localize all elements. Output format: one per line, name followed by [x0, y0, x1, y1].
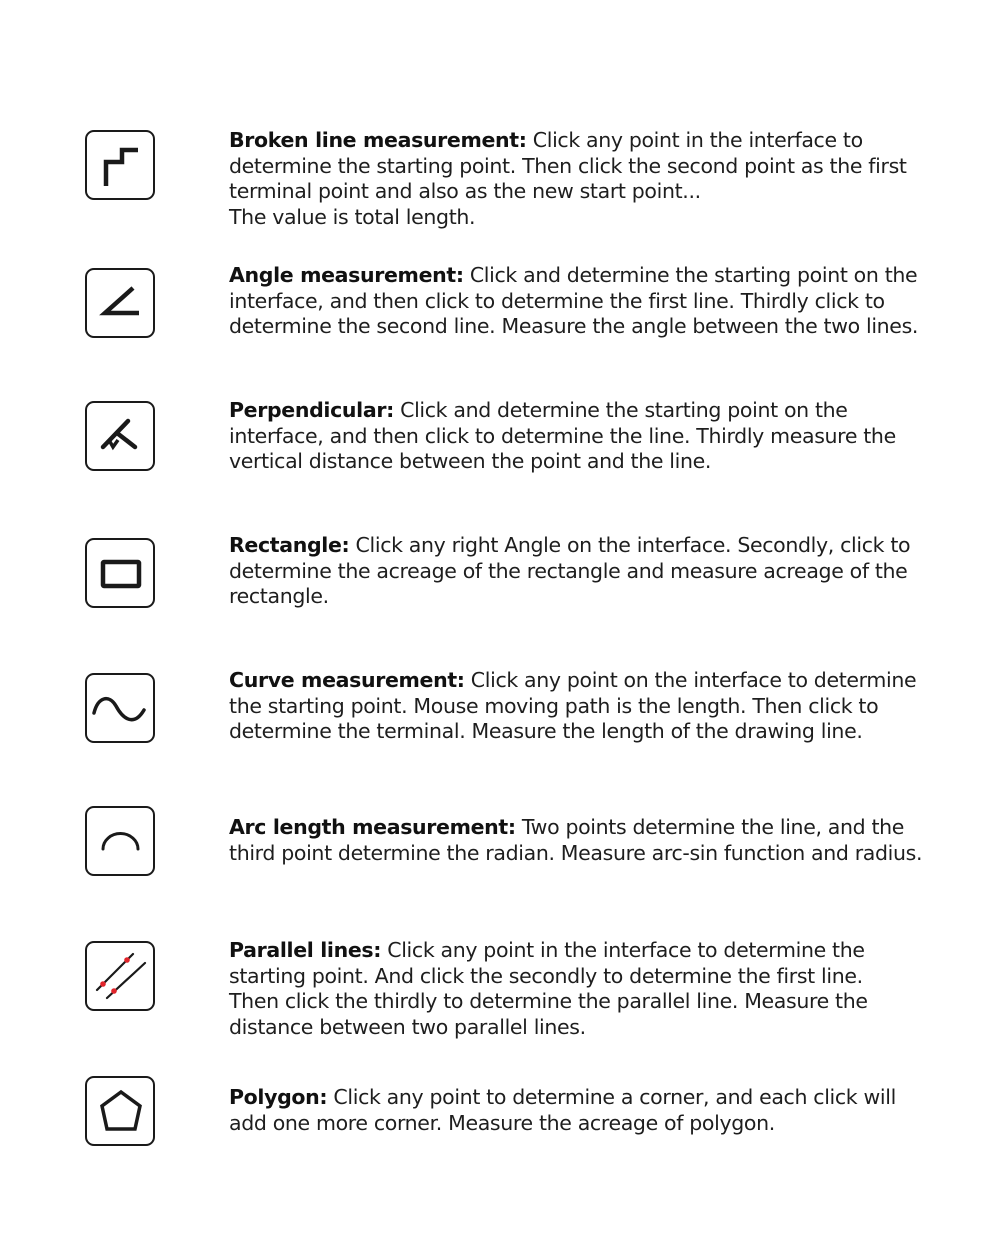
perpendicular-icon[interactable]	[85, 401, 155, 471]
description-line: Broken line measurement: Click any point in the interface to	[229, 128, 863, 152]
description-line: interface, and then click to determine the first line. Thirdly click to	[229, 288, 885, 313]
description-line: add one more corner. Measure the acreage of polygon.	[229, 1110, 775, 1135]
tool-term: Perpendicular:	[229, 398, 394, 422]
description-line: interface, and then click to determine the line. Thirdly measure the	[229, 423, 896, 448]
parallel-lines-description	[229, 938, 959, 1041]
curve-icon[interactable]	[85, 673, 155, 743]
description-line: Angle measurement: Click and determine the starting point on the	[229, 263, 918, 287]
arc-length-description	[229, 815, 959, 866]
polygon-icon[interactable]	[85, 1076, 155, 1146]
description-line: determine the second line. Measure the angle between the two lines.	[229, 314, 919, 339]
rectangle-description	[229, 533, 959, 610]
description-line: The value is total length.	[229, 205, 476, 230]
tool-term: Polygon:	[229, 1085, 328, 1109]
rectangle-icon[interactable]	[85, 538, 155, 608]
tool-term: Rectangle:	[229, 533, 350, 557]
description-line: determine the terminal. Measure the length of the drawing line.	[229, 719, 863, 744]
description-line: the starting point. Mouse moving path is the length. Then click to	[229, 693, 879, 718]
tool-term: Curve measurement:	[229, 668, 465, 692]
description-line: Rectangle: Click any right Angle on the interface. Secondly, click to	[229, 533, 911, 557]
broken-line-description	[229, 128, 959, 231]
description-line: distance between two parallel lines.	[229, 1015, 586, 1040]
description-line: starting point. And click the secondly to determine the first line.	[229, 963, 863, 988]
description-line: Then click the thirdly to determine the parallel line. Measure the	[229, 989, 868, 1014]
curve-description	[229, 668, 959, 745]
description-line: vertical distance between the point and the line.	[229, 449, 712, 474]
tool-term: Broken line measurement:	[229, 128, 527, 152]
perpendicular-description	[229, 398, 959, 475]
description-line: determine the starting point. Then click the second point as the first	[229, 153, 907, 178]
tool-term: Parallel lines:	[229, 938, 382, 962]
description-line: Arc length measurement: Two points determine the line, and the	[229, 815, 905, 839]
arc-icon[interactable]	[85, 806, 155, 876]
parallel-lines-icon[interactable]	[85, 941, 155, 1011]
description-line: determine the acreage of the rectangle and measure acreage of the	[229, 558, 908, 583]
angle-description	[229, 263, 959, 340]
polygon-description	[229, 1085, 959, 1136]
angle-icon[interactable]	[85, 268, 155, 338]
description-line: third point determine the radian. Measure arc-sin function and radius.	[229, 840, 923, 865]
description-line: Polygon: Click any point to determine a corner, and each click will	[229, 1085, 896, 1109]
description-line: rectangle.	[229, 584, 329, 609]
description-line: Perpendicular: Click and determine the starting point on the	[229, 398, 848, 422]
tool-term: Arc length measurement:	[229, 815, 516, 839]
description-line: terminal point and also as the new start point...	[229, 179, 701, 204]
tool-term: Angle measurement:	[229, 263, 464, 287]
broken-line-icon[interactable]	[85, 130, 155, 200]
description-line: Parallel lines: Click any point in the interface to determine the	[229, 938, 865, 962]
description-line: Curve measurement: Click any point on the interface to determine	[229, 668, 917, 692]
